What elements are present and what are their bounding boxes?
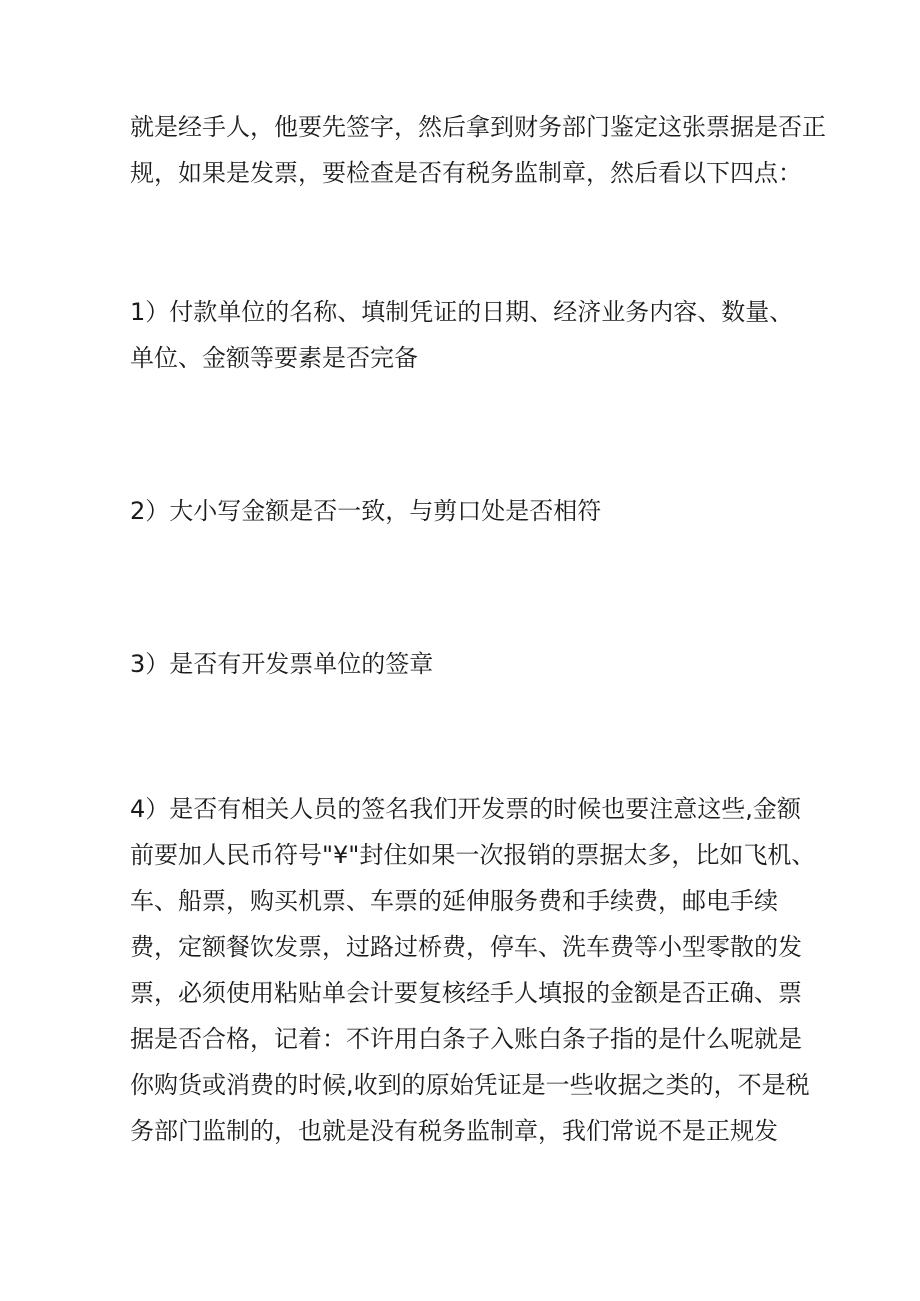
text-line: 据是否合格，记着：不许用白条子入账白条子指的是什么呢就是 [130, 1025, 802, 1053]
text-line: 1）付款单位的名称、填制凭证的日期、经济业务内容、数量、 [130, 298, 794, 326]
paragraph-intro [130, 104, 826, 196]
text-line: 车、船票，购买机票、车票的延伸服务费和手续费，邮电手续 [130, 887, 778, 915]
text-line: 务部门监制的，也就是没有税务监制章，我们常说不是正规发 [130, 1117, 778, 1145]
text-line: 票，必须使用粘贴单会计要复核经手人填报的金额是否正确、票 [130, 979, 802, 1007]
paragraph-point-4 [130, 786, 816, 1154]
text-line: 就是经手人，他要先签字，然后拿到财务部门鉴定这张票据是否正 [130, 113, 826, 141]
text-line: 4）是否有相关人员的签名我们开发票的时候也要注意这些,金额 [130, 795, 801, 823]
text-line: 规，如果是发票，要检查是否有税务监制章，然后看以下四点： [130, 159, 802, 187]
paragraph-point-3 [130, 641, 795, 687]
text-line: 3）是否有开发票单位的签章 [130, 650, 434, 678]
text-line: 2）大小写金额是否一致，与剪口处是否相符 [130, 497, 602, 525]
text-line: 前要加人民币符号"¥"封住如果一次报销的票据太多，比如飞机、 [130, 841, 816, 869]
paragraph-point-2 [130, 488, 795, 534]
paragraph-point-1 [130, 289, 795, 381]
text-line: 费，定额餐饮发票，过路过桥费，停车、洗车费等小型零散的发 [130, 933, 802, 961]
text-line: 单位、金额等要素是否完备 [130, 344, 418, 372]
text-line: 你购货或消费的时候,收到的原始凭证是一些收据之类的，不是税 [130, 1071, 810, 1099]
